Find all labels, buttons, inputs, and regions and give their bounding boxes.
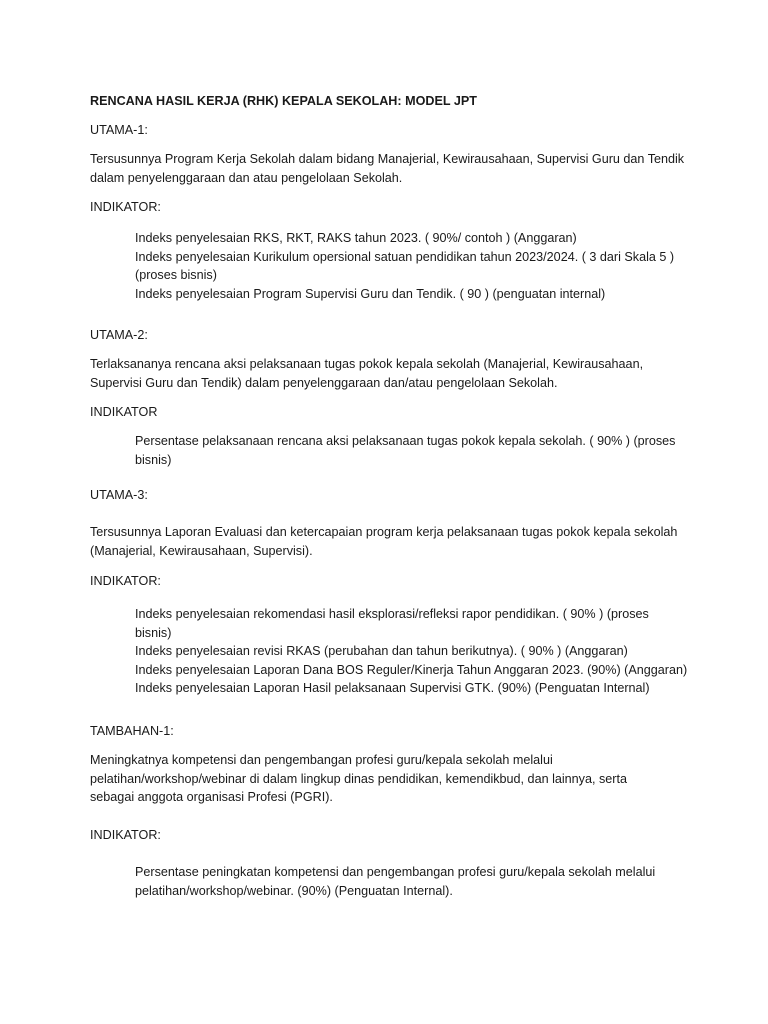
indicator-label-utama-1: INDIKATOR:	[90, 200, 161, 214]
document-title: RENCANA HASIL KERJA (RHK) KEPALA SEKOLAH: MODEL JPT	[90, 94, 477, 108]
section-paragraph-utama-2	[90, 355, 690, 392]
section-heading-tambahan-1: TAMBAHAN-1:	[90, 724, 174, 738]
indicator-list-tambahan-1	[135, 863, 695, 900]
section-paragraph-tambahan-1	[90, 751, 690, 807]
indicator-line: Persentase peningkatan kompetensi dan pengembangan profesi guru/kepala sekolah melalui	[135, 865, 656, 879]
paragraph-line: dalam penyelenggaraan dan atau pengelolaan Sekolah.	[90, 170, 403, 185]
paragraph-line: sebagai anggota organisasi Profesi (PGRI).	[90, 790, 333, 804]
indicator-line: bisnis)	[135, 625, 172, 640]
indicator-line: Indeks penyelesaian Laporan Dana BOS Reguler/Kinerja Tahun Anggaran 2023. (90%) (Anggaran)	[135, 662, 688, 677]
paragraph-line: pelatihan/workshop/webinar di dalam lingkup dinas pendidikan, kemendikbud, dan lainnya, serta	[90, 771, 627, 786]
paragraph-line: Tersusunnya Program Kerja Sekolah dalam bidang Manajerial, Kewirausahaan, Supervisi Guru dan Tendik	[90, 152, 685, 166]
indicator-line: Indeks penyelesaian Program Supervisi Guru dan Tendik. ( 90 ) (penguatan internal)	[135, 286, 606, 301]
paragraph-line: Terlaksananya rencana aksi pelaksanaan tugas pokok kepala sekolah (Manajerial, Kewirausahaan,	[90, 357, 644, 371]
paragraph-line: Tersusunnya Laporan Evaluasi dan ketercapaian program kerja pelaksanaan tugas pokok kepala sekolah	[90, 525, 678, 539]
paragraph-line: Supervisi Guru dan Tendik) dalam penyelenggaraan dan/atau pengelolaan Sekolah.	[90, 375, 558, 390]
indicator-line: Indeks penyelesaian RKS, RKT, RAKS tahun 2023. ( 90%/ contoh ) (Anggaran)	[135, 231, 577, 245]
section-heading-utama-1: UTAMA-1:	[90, 123, 148, 137]
section-heading-utama-3: UTAMA-3:	[90, 488, 148, 502]
indicator-line: Indeks penyelesaian revisi RKAS (perubahan dan tahun berikutnya). ( 90% ) (Anggaran)	[135, 644, 628, 658]
indicator-line: Indeks penyelesaian Laporan Hasil pelaksanaan Supervisi GTK. (90%) (Penguatan Internal)	[135, 681, 650, 695]
indicator-label-utama-2: INDIKATOR	[90, 405, 158, 419]
section-paragraph-utama-1	[90, 150, 690, 187]
indicator-line: (proses bisnis)	[135, 268, 217, 282]
paragraph-line: (Manajerial, Kewirausahaan, Supervisi).	[90, 543, 313, 558]
indicator-line: bisnis)	[135, 452, 172, 467]
section-paragraph-utama-3	[90, 523, 690, 560]
indicator-list-utama-2	[135, 432, 695, 469]
indicator-list-utama-3	[135, 605, 695, 698]
indicator-line: Persentase pelaksanaan rencana aksi pelaksanaan tugas pokok kepala sekolah. ( 90% ) (proses	[135, 434, 676, 448]
indicator-label-tambahan-1: INDIKATOR:	[90, 828, 161, 842]
section-heading-utama-2: UTAMA-2:	[90, 328, 148, 342]
paragraph-line: Meningkatnya kompetensi dan pengembangan profesi guru/kepala sekolah melalui	[90, 753, 553, 767]
indicator-line: Indeks penyelesaian rekomendasi hasil eksplorasi/refleksi rapor pendidikan. ( 90% ) (proses	[135, 607, 649, 621]
indicator-line: Indeks penyelesaian Kurikulum opersional satuan pendidikan tahun 2023/2024. ( 3 dari Skala 5 )	[135, 249, 675, 264]
indicator-label-utama-3: INDIKATOR:	[90, 574, 161, 588]
indicator-line: pelatihan/workshop/webinar. (90%) (Penguatan Internal).	[135, 883, 453, 898]
indicator-list-utama-1	[135, 229, 695, 303]
